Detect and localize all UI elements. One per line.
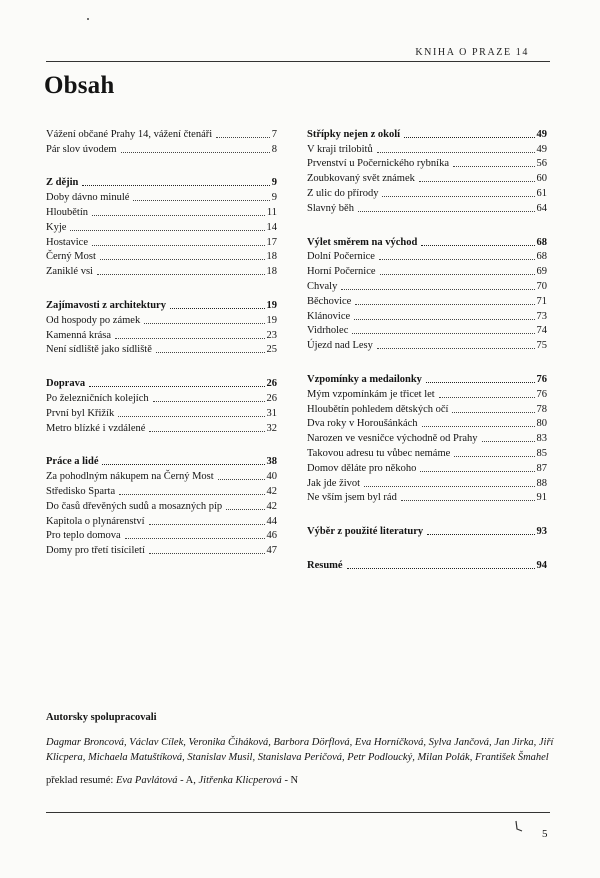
toc-entry xyxy=(307,156,547,171)
toc-section-heading xyxy=(307,523,547,538)
authors-section xyxy=(46,712,554,786)
toc-entry-page: 88 xyxy=(536,477,547,489)
header-rule xyxy=(46,61,550,62)
dot-leader xyxy=(422,426,535,427)
dot-leader xyxy=(218,479,265,480)
dot-leader xyxy=(216,137,270,138)
toc-entry-label: Práce a lidé xyxy=(46,456,99,468)
dot-leader xyxy=(226,509,264,510)
toc-section-heading xyxy=(46,454,277,469)
dot-leader xyxy=(149,524,265,525)
toc-entry-label: Do časů dřevěných sudů a mosazných píp xyxy=(46,500,223,512)
toc-entry-page: 56 xyxy=(536,158,547,170)
dot-leader xyxy=(100,259,265,260)
toc-entry-page: 91 xyxy=(536,492,547,504)
toc-entry-page: 73 xyxy=(536,310,547,322)
toc-entry-label: Dva roky v Horoušánkách xyxy=(307,418,418,430)
dot-leader xyxy=(133,200,269,201)
translator-n: Jitřenka Klicperová xyxy=(198,775,282,786)
section-gap xyxy=(46,435,277,454)
toc-entry-label: Doprava xyxy=(46,378,86,390)
toc-entry xyxy=(46,189,277,204)
toc-entry-page: 40 xyxy=(266,471,277,483)
dot-leader xyxy=(121,152,270,153)
toc-section-heading xyxy=(307,371,547,386)
toc-entry-page: 38 xyxy=(266,456,277,468)
dot-leader xyxy=(144,323,264,324)
toc-entry-page: 42 xyxy=(266,485,277,497)
toc-entry-page: 19 xyxy=(266,299,277,311)
translation-prefix: překlad resumé: xyxy=(46,775,116,786)
toc-entry-label: Z ulic do přírody xyxy=(307,187,379,199)
toc-entry-page: 11 xyxy=(266,206,277,218)
toc-entry xyxy=(46,312,277,327)
toc-entry-label: Kyje xyxy=(46,221,67,233)
toc-entry-label: Není sídliště jako sídliště xyxy=(46,344,152,356)
section-gap xyxy=(307,538,547,557)
toc-entry xyxy=(307,475,547,490)
toc-entry xyxy=(307,337,547,352)
toc-entry-page: 76 xyxy=(536,373,547,385)
toc-entry-label: Doby dávno minulé xyxy=(46,192,130,204)
toc-entry-label: Černý Most xyxy=(46,251,96,263)
toc-entry-label: Vzpomínky a medailonky xyxy=(307,373,422,385)
toc-entry xyxy=(307,490,547,505)
toc-right-column xyxy=(307,126,547,572)
dot-leader xyxy=(364,486,534,487)
speck xyxy=(87,18,89,20)
dot-leader xyxy=(420,471,534,472)
toc-entry xyxy=(307,308,547,323)
dot-leader xyxy=(115,338,264,339)
toc-entry-page: 49 xyxy=(536,128,547,140)
toc-entry-page: 61 xyxy=(536,187,547,199)
toc-entry xyxy=(46,263,277,278)
toc-section-heading xyxy=(46,375,277,390)
toc-entry-label: Slavný běh xyxy=(307,202,354,214)
toc-entry-label: Od hospody po zámek xyxy=(46,314,141,326)
toc-entry-label: Kapitola o plynárenství xyxy=(46,515,145,527)
toc-entry-label: Mým vzpomínkám je třicet let xyxy=(307,388,435,400)
dot-leader xyxy=(382,196,534,197)
toc-entry-label: Klánovice xyxy=(307,310,351,322)
toc-entry xyxy=(46,126,277,141)
toc-entry-page: 68 xyxy=(536,236,547,248)
toc-entry xyxy=(46,219,277,234)
toc-entry-label: Výběr z použité literatury xyxy=(307,526,424,538)
toc-entry-label: Vážení občané Prahy 14, vážení čtenáři xyxy=(46,128,213,140)
toc-entry xyxy=(46,327,277,342)
dot-leader xyxy=(92,215,265,216)
toc-entry xyxy=(307,141,547,156)
toc-entry-page: 69 xyxy=(536,266,547,278)
translation-credit xyxy=(46,775,554,786)
dot-leader xyxy=(82,185,269,186)
dot-leader xyxy=(421,245,534,246)
toc-entry xyxy=(307,293,547,308)
page-title: Obsah xyxy=(44,72,115,99)
toc-entry xyxy=(46,498,277,513)
dot-leader xyxy=(70,230,264,231)
dot-leader xyxy=(452,412,534,413)
toc-entry-label: Ne vším jsem byl rád xyxy=(307,492,397,504)
dot-leader xyxy=(352,333,534,334)
toc-entry xyxy=(307,200,547,215)
toc-entry-label: Domy pro třetí tisíciletí xyxy=(46,545,145,557)
section-gap xyxy=(307,504,547,523)
toc-entry xyxy=(46,405,277,420)
toc-entry-page: 14 xyxy=(266,221,277,233)
toc-entry-label: Za pohodlným nákupem na Černý Most xyxy=(46,471,214,483)
dot-leader xyxy=(454,456,534,457)
toc-entry-page: 94 xyxy=(536,559,547,571)
dot-leader xyxy=(341,289,534,290)
toc-entry-label: Střípky nejen z okolí xyxy=(307,128,401,140)
toc-entry xyxy=(46,342,277,357)
toc-entry-label: Pár slov úvodem xyxy=(46,143,117,155)
toc-section-heading xyxy=(46,175,277,190)
toc-entry-page: 9 xyxy=(271,177,277,189)
dot-leader xyxy=(97,274,265,275)
toc-entry xyxy=(46,249,277,264)
toc-section-heading xyxy=(307,557,547,572)
dot-leader xyxy=(102,464,264,465)
toc-entry-label: Hloubětín pohledem dětských očí xyxy=(307,403,449,415)
toc-entry xyxy=(307,401,547,416)
toc-entry-page: 74 xyxy=(536,325,547,337)
toc-entry-page: 26 xyxy=(266,392,277,404)
toc-entry-label: Domov děláte pro někoho xyxy=(307,462,417,474)
section-gap xyxy=(46,356,277,375)
toc-entry-page: 23 xyxy=(266,329,277,341)
toc-entry-label: Resumé xyxy=(307,559,343,571)
dot-leader xyxy=(92,245,265,246)
pencil-mark-icon xyxy=(514,820,524,834)
dot-leader xyxy=(401,500,535,501)
toc-entry-label: Z dějin xyxy=(46,177,79,189)
dot-leader xyxy=(419,181,535,182)
toc-entry-page: 80 xyxy=(536,418,547,430)
section-gap xyxy=(307,352,547,371)
dot-leader xyxy=(404,137,534,138)
toc-entry-page: 87 xyxy=(536,462,547,474)
dot-leader xyxy=(377,348,535,349)
toc-entry-label: Pro teplo domova xyxy=(46,530,121,542)
translation-suffix: - N xyxy=(281,775,299,786)
authors-names: Dagmar Broncová, Václav Cílek, Veronika Čiháková, Barbora Dörflová, Eva Horníčková, Sylva Jančová, Jan Jirka, Jiří Klicpera, Michaela Matuštíková, Stanislav Musil, Stanislava Peričová, Petr Podloucký, Milan Polák, František Šmahel xyxy=(46,737,554,763)
toc-entry-label: V kraji trilobitů xyxy=(307,143,373,155)
toc-entry-label: Horní Počernice xyxy=(307,266,376,278)
toc-entry-page: 17 xyxy=(266,236,277,248)
toc-entry xyxy=(46,542,277,557)
toc-entry-page: 25 xyxy=(266,344,277,356)
section-gap xyxy=(46,156,277,175)
page-number: 5 xyxy=(542,828,548,840)
toc-entry-label: Prvenství u Počernického rybníka xyxy=(307,158,450,170)
toc-entry-label: Chvaly xyxy=(307,280,338,292)
toc-entry-label: Narozen ve vesničce východně od Prahy xyxy=(307,433,478,445)
footer-rule xyxy=(46,812,550,813)
toc-entry-label: Hostavice xyxy=(46,236,88,248)
toc-entry-label: Výlet směrem na východ xyxy=(307,236,418,248)
toc-entry-label: Újezd nad Lesy xyxy=(307,340,373,352)
toc-entry xyxy=(307,430,547,445)
toc-entry xyxy=(46,420,277,435)
toc-entry-label: Dolní Počernice xyxy=(307,251,375,263)
toc-entry-page: 46 xyxy=(266,530,277,542)
toc-entry-label: Jak jde život xyxy=(307,477,361,489)
toc-left-column xyxy=(46,126,277,557)
toc-entry-page: 83 xyxy=(536,433,547,445)
toc-entry xyxy=(46,513,277,528)
toc-entry-page: 78 xyxy=(536,403,547,415)
toc-entry xyxy=(307,249,547,264)
toc-entry-page: 42 xyxy=(266,500,277,512)
dot-leader xyxy=(125,538,265,539)
dot-leader xyxy=(355,304,534,305)
toc-entry xyxy=(307,460,547,475)
dot-leader xyxy=(119,494,264,495)
toc-entry-page: 75 xyxy=(536,340,547,352)
toc-entry-label: První byl Křižík xyxy=(46,407,115,419)
dot-leader xyxy=(153,401,265,402)
toc-entry-page: 32 xyxy=(266,422,277,434)
toc-entry-label: Středisko Sparta xyxy=(46,485,116,497)
toc-entry-page: 26 xyxy=(266,378,277,390)
dot-leader xyxy=(347,568,535,569)
toc-entry-label: Po železničních kolejích xyxy=(46,392,149,404)
toc-entry xyxy=(307,416,547,431)
toc-section-heading xyxy=(46,297,277,312)
toc-section-heading xyxy=(307,126,547,141)
dot-leader xyxy=(379,259,535,260)
toc-section-heading xyxy=(307,234,547,249)
toc-entry xyxy=(307,185,547,200)
toc-entry xyxy=(46,204,277,219)
toc-entry-page: 31 xyxy=(266,407,277,419)
toc-entry-label: Hloubětín xyxy=(46,206,88,218)
dot-leader xyxy=(380,274,535,275)
toc-entry xyxy=(46,234,277,249)
dot-leader xyxy=(426,382,535,383)
toc-entry-page: 60 xyxy=(536,173,547,185)
toc-entry-page: 49 xyxy=(536,143,547,155)
section-gap xyxy=(46,278,277,297)
toc-entry-page: 71 xyxy=(536,295,547,307)
toc-entry-page: 76 xyxy=(536,388,547,400)
dot-leader xyxy=(453,166,534,167)
toc-entry xyxy=(307,386,547,401)
dot-leader xyxy=(439,397,535,398)
toc-entry-label: Zajímavosti z architektury xyxy=(46,299,166,311)
toc-entry-page: 85 xyxy=(536,447,547,459)
translator-a: Eva Pavlátová xyxy=(115,775,178,786)
toc-entry-page: 47 xyxy=(266,545,277,557)
toc-entry-page: 18 xyxy=(266,251,277,263)
toc-entry-label: Kamenná krása xyxy=(46,329,112,341)
toc-entry xyxy=(46,141,277,156)
dot-leader xyxy=(377,152,535,153)
toc-entry-label: Zoubkovaný svět známek xyxy=(307,173,415,185)
toc-entry-page: 19 xyxy=(266,314,277,326)
toc-entry-page: 7 xyxy=(271,128,277,140)
dot-leader xyxy=(149,431,264,432)
toc-entry-page: 64 xyxy=(536,202,547,214)
toc-entry-label: Metro blízké i vzdálené xyxy=(46,422,146,434)
toc-entry-page: 8 xyxy=(271,143,277,155)
toc-entry xyxy=(307,263,547,278)
dot-leader xyxy=(170,308,265,309)
toc-entry-page: 18 xyxy=(266,266,277,278)
toc-entry-label: Takovou adresu tu vůbec nemáme xyxy=(307,447,451,459)
toc-entry-label: Zaniklé vsi xyxy=(46,266,93,278)
toc-entry xyxy=(307,445,547,460)
dot-leader xyxy=(482,441,535,442)
running-header: KNIHA O PRAZE 14 xyxy=(415,47,529,58)
dot-leader xyxy=(427,534,534,535)
dot-leader xyxy=(118,416,264,417)
toc-entry-page: 93 xyxy=(536,526,547,538)
toc-entry-label: Běchovice xyxy=(307,295,352,307)
toc-entry xyxy=(46,390,277,405)
section-gap xyxy=(307,215,547,234)
authors-title: Autorsky spolupracovali xyxy=(46,712,157,723)
translation-mid: - A, xyxy=(177,775,199,786)
toc-entry-page: 68 xyxy=(536,251,547,263)
toc-entry-label: Vidrholec xyxy=(307,325,349,337)
toc-entry xyxy=(307,278,547,293)
dot-leader xyxy=(354,319,534,320)
dot-leader xyxy=(89,386,264,387)
toc-entry-page: 70 xyxy=(536,280,547,292)
toc-entry-page: 44 xyxy=(266,515,277,527)
toc-entry xyxy=(307,323,547,338)
toc-entry xyxy=(46,468,277,483)
toc-entry xyxy=(46,483,277,498)
toc-entry-page: 9 xyxy=(271,192,277,204)
dot-leader xyxy=(149,553,265,554)
toc-entry xyxy=(307,170,547,185)
toc-entry xyxy=(46,528,277,543)
dot-leader xyxy=(358,211,535,212)
dot-leader xyxy=(156,352,265,353)
